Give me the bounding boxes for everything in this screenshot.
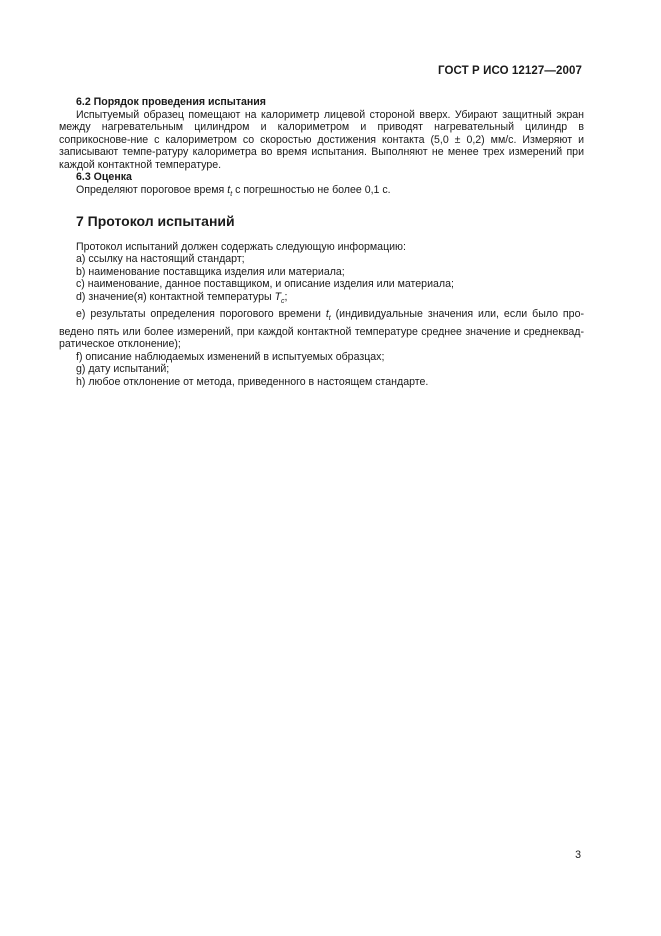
section-7-intro: Протокол испытаний должен содержать следующую информацию:	[76, 240, 406, 253]
section-6-3-text-after: с погрешностью не более 0,1 с.	[232, 183, 391, 196]
list-item-c: c) наименование, данное поставщиком, и описание изделия или материала;	[76, 278, 454, 291]
list-item-a: a) ссылку на настоящий стандарт;	[76, 253, 245, 266]
contact-temperature-symbol: $T_c$	[274, 290, 285, 305]
section-7-title: 7 Протокол испытаний	[76, 213, 235, 230]
threshold-time-symbol-e: $t_t$	[325, 308, 331, 323]
section-6-3-heading: 6.3 Оценка	[76, 171, 132, 183]
threshold-time-symbol: $t_t$	[227, 183, 233, 198]
document-body	[59, 96, 584, 388]
list-item-d: d) значение(я) контактной температуры $T_c$;	[76, 290, 288, 305]
list-item-f: f) описание наблюдаемых изменений в испытуемых образцах;	[76, 350, 385, 363]
list-item-e: e) результаты определения порогового времени $t_t$ (индивидуальные значения или, если было про-ведено пять или более измерений, при каждой контактной температуре среднее значение и среднеквад-ратическое отклонение);	[59, 308, 584, 351]
page-number: 3	[575, 849, 581, 861]
section-6-3-text	[59, 184, 584, 202]
document-header: ГОСТ Р ИСО 12127—2007	[437, 65, 582, 77]
section-6-2-text: Испытуемый образец помещают на калориметр лицевой стороной вверх. Убирают защитный экран между нагревательным цилиндром и калориметром и приводят нагревательный цилиндр в соприкоснове-ние с калориметром со скоростью достижения контакта (5,0 ± 0,2) мм/с. Измеряют и записывают темпе-ратуру калориметра во время испытания. Выполняют не менее трех измерений при каждой контактной температуре.	[59, 108, 584, 171]
section-6-2-heading: 6.2 Порядок проведения испытания	[76, 96, 266, 108]
list-item-b: b) наименование поставщика изделия или материала;	[76, 265, 345, 278]
section-6-3-text-before: Определяют пороговое время	[76, 183, 228, 196]
list-item-g: g) дату испытаний;	[76, 363, 170, 376]
list-item-h: h) любое отклонение от метода, приведенного в настоящем стандарте.	[76, 375, 429, 388]
